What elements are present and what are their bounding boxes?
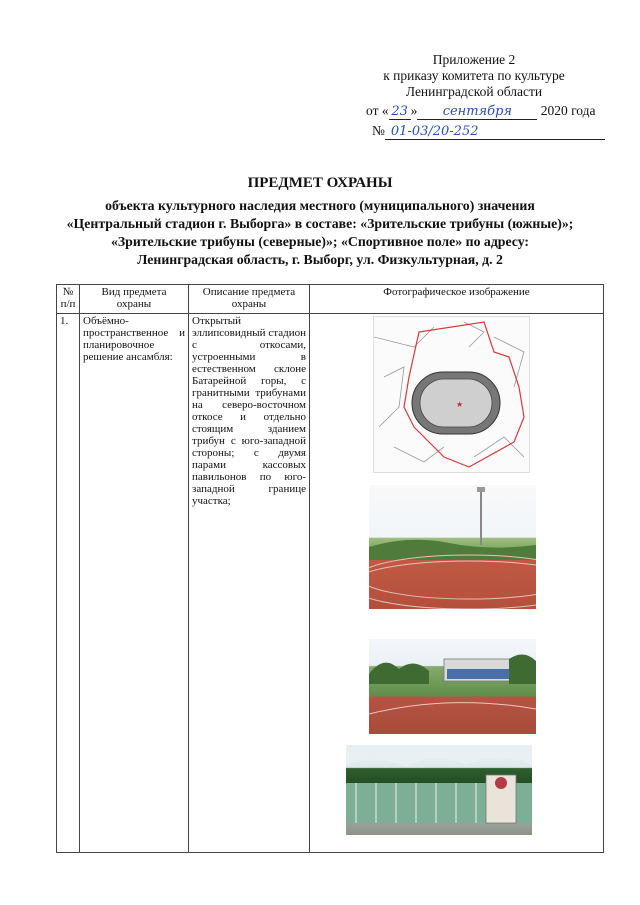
row-number: 1. (57, 314, 80, 853)
header-photo: Фотографическое изображение (310, 285, 604, 314)
subtitle-line-4: Ленинградская область, г. Выборг, ул. Физкультурная, д. 2 (137, 252, 503, 267)
date-mid: » (410, 103, 418, 118)
row-kind: Объёмно-пространственное и планировочное решение ансамбля: (80, 314, 189, 853)
site-plan-image (373, 316, 530, 473)
date-day: 23 (389, 104, 411, 120)
header-description: Описание предмета охраны (189, 285, 310, 314)
appendix-date-line (366, 103, 596, 120)
header-kind: Вид предмета охраны (80, 285, 189, 314)
subtitle-line-3: «Зрительские трибуны (северные)»; «Спортивное поле» по адресу: (110, 234, 530, 249)
date-prefix: от « (366, 103, 389, 118)
subtitle-line-1: объекта культурного наследия местного (муниципального) значения (105, 198, 535, 213)
page-subtitle (40, 197, 600, 269)
grandstand-svg (369, 639, 536, 734)
number-value: 01-03/20-252 (385, 124, 605, 140)
appendix-order-ref: к приказу комитета по культуре (383, 68, 565, 83)
stand-building-photo (346, 745, 532, 835)
appendix-title: Приложение 2 (432, 52, 516, 67)
date-month: сентября (417, 104, 537, 120)
svg-text:★: ★ (456, 400, 464, 409)
stadium-track-svg (369, 485, 536, 609)
stadium-track-photo (369, 485, 536, 609)
appendix-number-line (372, 123, 605, 140)
page-title: ПРЕДМЕТ ОХРАНЫ (247, 175, 393, 191)
grandstand-photo (369, 639, 536, 734)
appendix-block (344, 52, 604, 100)
subtitle-line-2: «Центральный стадион г. Выборга» в составе: «Зрительские трибуны (южные)»; (66, 216, 574, 231)
number-prefix: № (372, 123, 385, 138)
stand-building-svg (346, 745, 532, 835)
table-header-row (57, 285, 604, 314)
site-plan-svg (374, 317, 529, 472)
date-year: 2020 года (540, 103, 596, 118)
appendix-region: Ленинградской области (405, 84, 543, 99)
header-number: № п/п (57, 285, 80, 314)
row-description: Открытый эллипсовидный стадион с откосами, устроенными в естественном склоне Батарейной горы, с гранитными трибунами на северо-восточном откосе и отдельно стоящим зданием трибун с юго-западной стороны; с двумя парами кассовых павильонов по юго-западной границе участка; (189, 314, 310, 853)
